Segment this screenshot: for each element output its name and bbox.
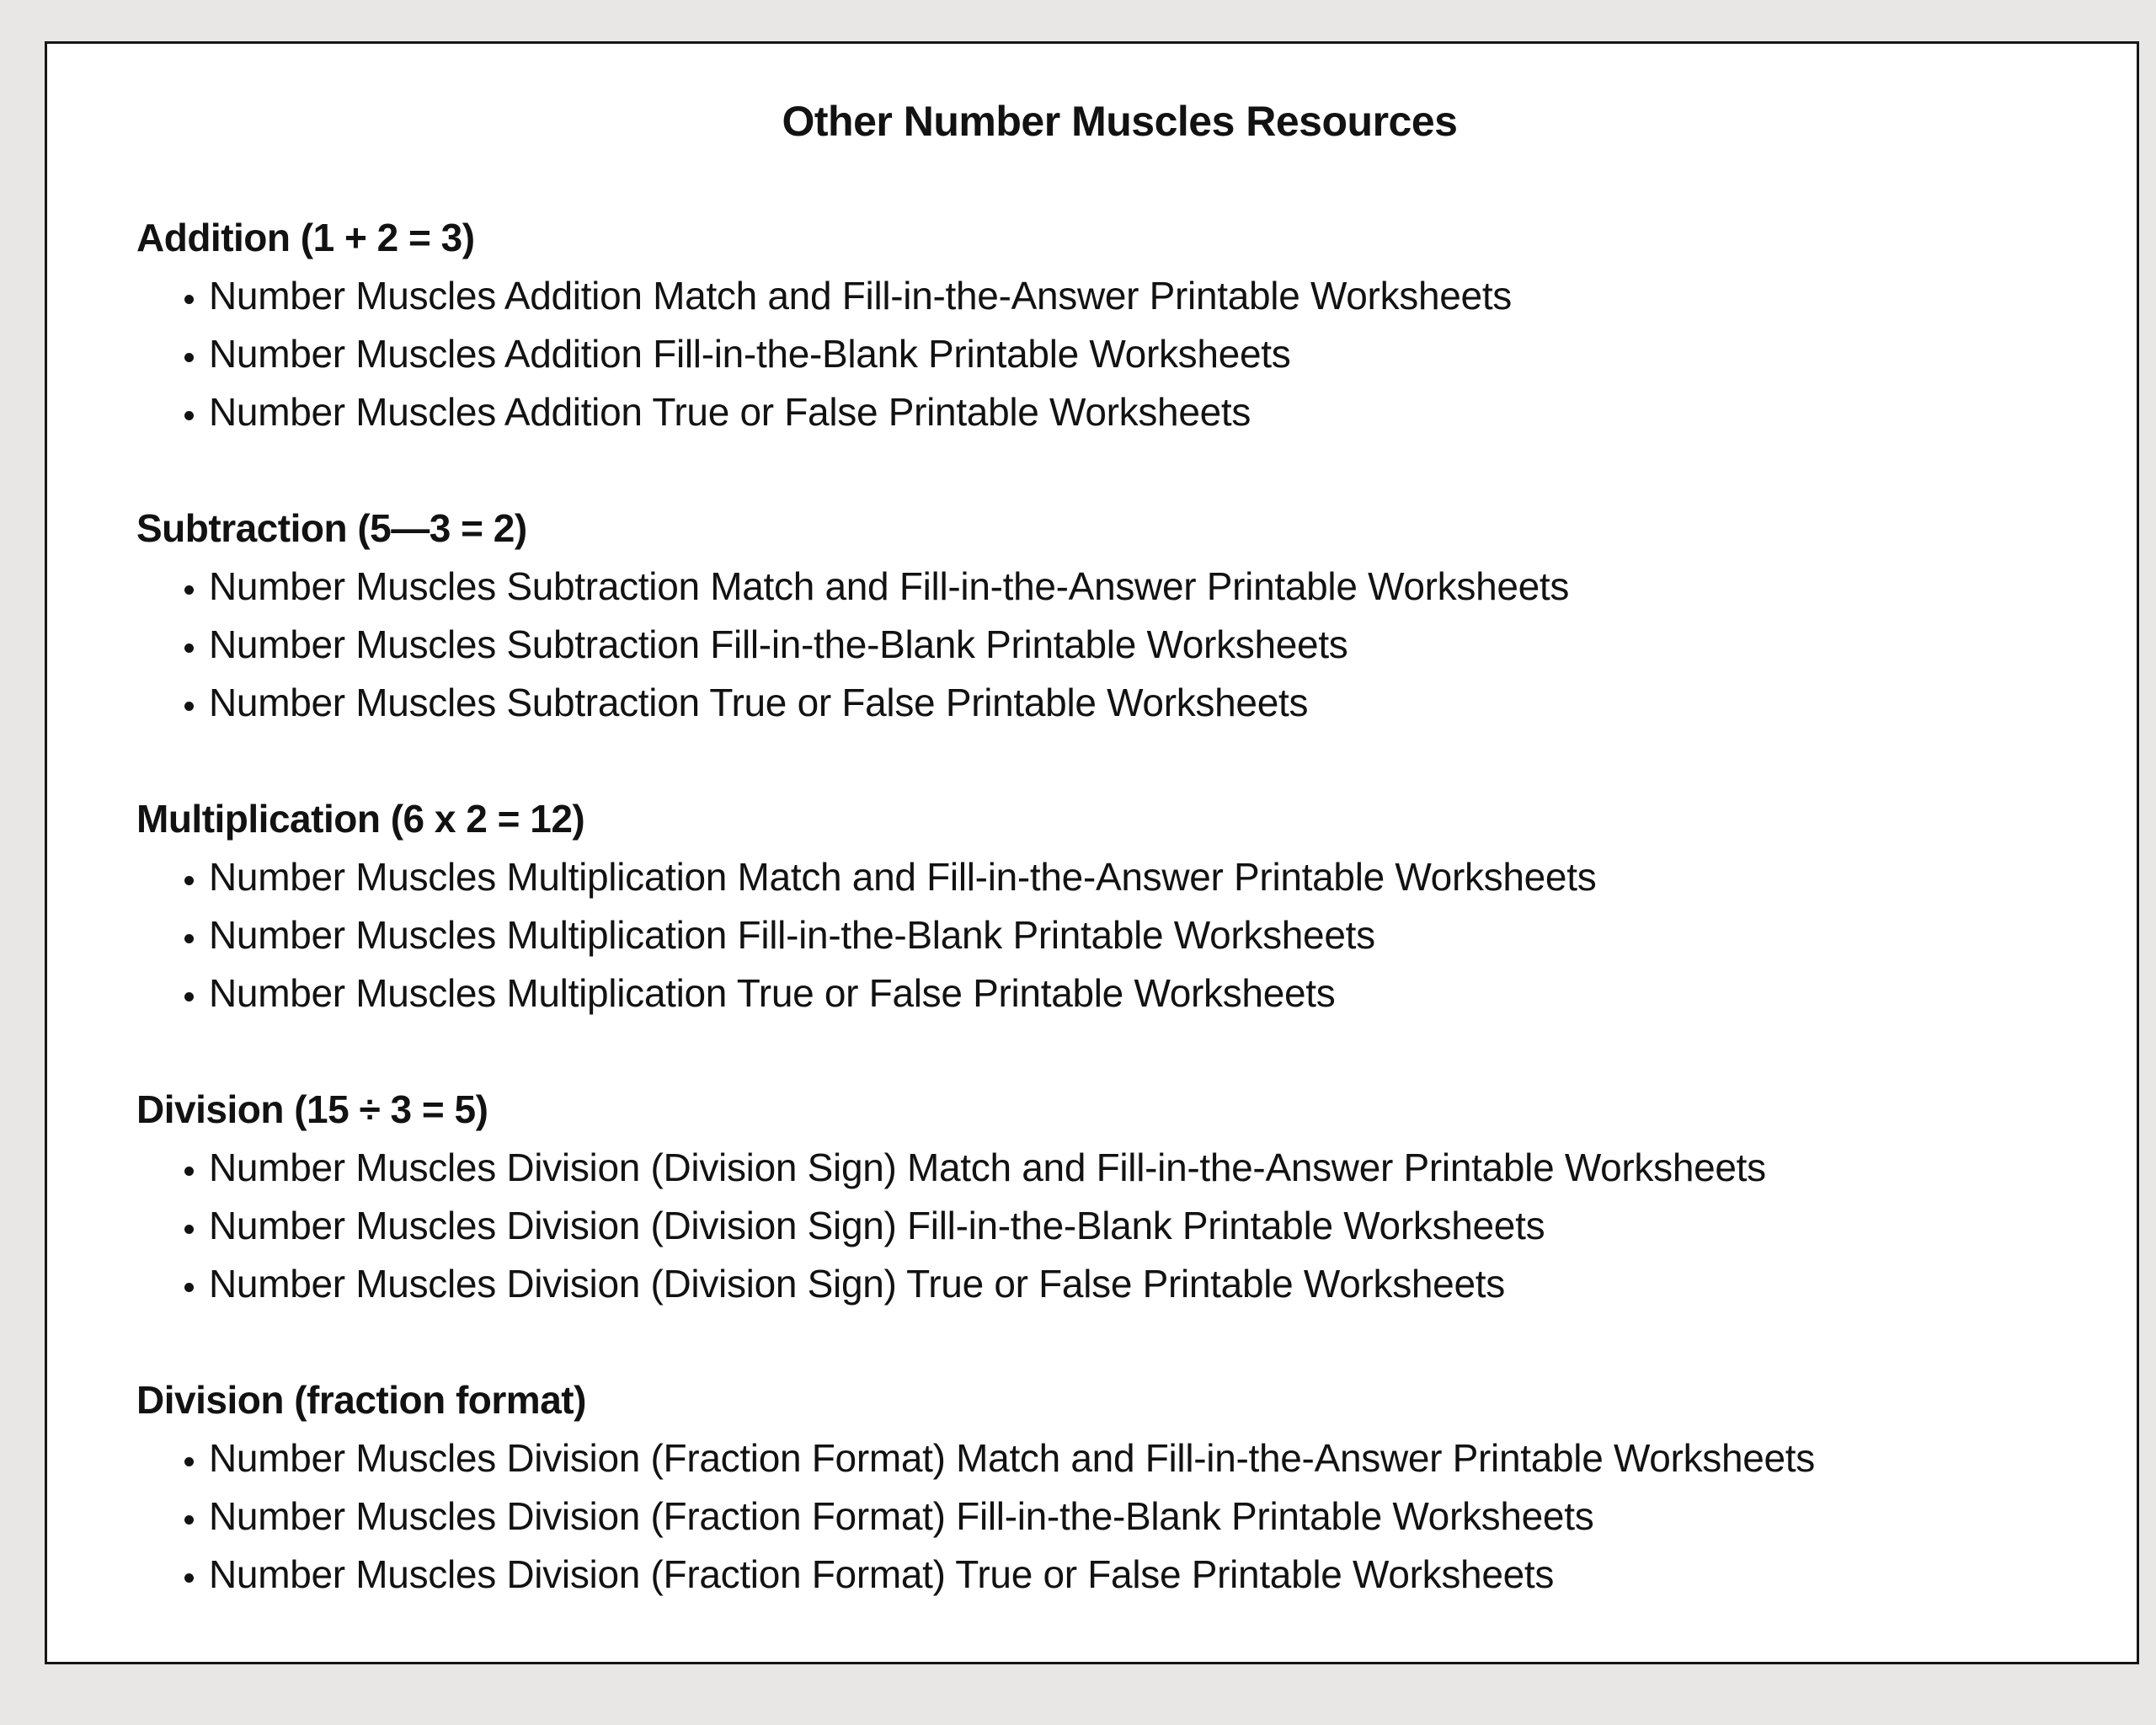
section-division-fraction — [136, 1371, 2103, 1604]
spacer — [136, 1313, 2103, 1371]
section-heading-division-fraction: Division (fraction format) — [136, 1378, 586, 1422]
resource-item[interactable]: • Number Muscles Division (Fraction Format) Fill-in-the-Blank Printable Worksheets — [209, 1487, 2103, 1546]
resource-list-multiplication — [136, 848, 2103, 1023]
resource-item[interactable]: • Number Muscles Addition Match and Fill-in-the-Answer Printable Worksheets — [209, 267, 2103, 325]
resource-item[interactable]: • Number Muscles Division (Fraction Format) True or False Printable Worksheets — [209, 1546, 2103, 1604]
section-division-sign — [136, 1081, 2103, 1313]
spacer — [136, 1023, 2103, 1081]
resource-list-division-fraction — [136, 1429, 2103, 1604]
resource-item[interactable]: • Number Muscles Subtraction Fill-in-the-Blank Printable Worksheets — [209, 616, 2103, 674]
resource-item[interactable]: • Number Muscles Division (Division Sign) Match and Fill-in-the-Answer Printable Worksheets — [209, 1139, 2103, 1197]
spacer — [136, 732, 2103, 790]
resource-card — [45, 41, 2139, 1664]
resource-item[interactable]: • Number Muscles Addition Fill-in-the-Blank Printable Worksheets — [209, 325, 2103, 383]
section-heading-addition: Addition (1 + 2 = 3) — [136, 216, 475, 259]
section-multiplication — [136, 790, 2103, 1023]
section-heading-subtraction: Subtraction (5—3 = 2) — [136, 506, 527, 550]
resource-list-addition — [136, 267, 2103, 441]
spacer — [136, 151, 2103, 209]
resource-item[interactable]: • Number Muscles Division (Division Sign) Fill-in-the-Blank Printable Worksheets — [209, 1197, 2103, 1255]
resource-item[interactable]: • Number Muscles Multiplication Match and Fill-in-the-Answer Printable Worksheets — [209, 848, 2103, 906]
section-subtraction — [136, 499, 2103, 732]
resource-list-division-sign — [136, 1139, 2103, 1313]
resource-item[interactable]: • Number Muscles Addition True or False Printable Worksheets — [209, 383, 2103, 441]
resource-item[interactable]: • Number Muscles Multiplication True or False Printable Worksheets — [209, 964, 2103, 1023]
resource-item[interactable]: • Number Muscles Subtraction True or False Printable Worksheets — [209, 674, 2103, 732]
resource-item[interactable]: • Number Muscles Division (Fraction Format) Match and Fill-in-the-Answer Printable Worksheets — [209, 1429, 2103, 1487]
resource-item[interactable]: • Number Muscles Subtraction Match and Fill-in-the-Answer Printable Worksheets — [209, 558, 2103, 616]
section-heading-multiplication: Multiplication (6 x 2 = 12) — [136, 797, 585, 841]
resource-item[interactable]: • Number Muscles Multiplication Fill-in-the-Blank Printable Worksheets — [209, 906, 2103, 964]
section-heading-division-sign: Division (15 ÷ 3 = 5) — [136, 1087, 488, 1131]
page-title: Other Number Muscles Resources — [782, 98, 1458, 145]
resource-list-subtraction — [136, 558, 2103, 732]
resource-item[interactable]: • Number Muscles Division (Division Sign) True or False Printable Worksheets — [209, 1255, 2103, 1313]
section-addition — [136, 209, 2103, 441]
spacer — [136, 441, 2103, 499]
